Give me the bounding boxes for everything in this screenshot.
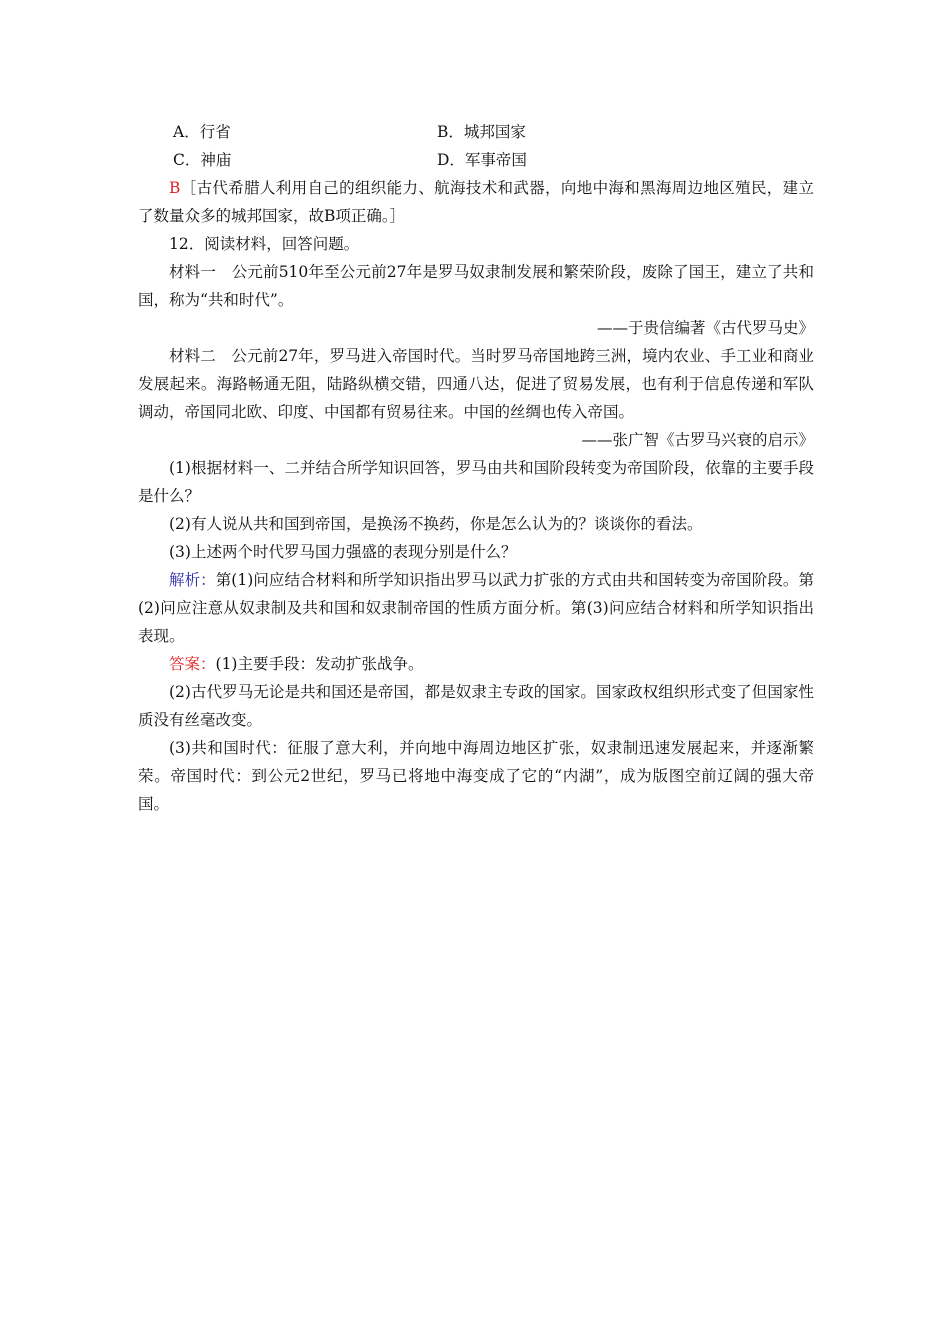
- question-1: (1)根据材料一、二并结合所学知识回答，罗马由共和国阶段转变为帝国阶段，依靠的主要手段是什么？: [138, 459, 814, 505]
- material-two-source: ——张广智《古罗马兴衰的启示》: [581, 431, 814, 449]
- material-two: [138, 342, 814, 426]
- option-b: B．城邦国家: [437, 123, 526, 141]
- material-two-text: 公元前27年，罗马进入帝国时代。当时罗马帝国地跨三洲，境内农业、手工业和商业发展起来。海路畅通无阻，陆路纵横交错，四通八达，促进了贸易发展，也有利于信息传递和军队调动，帝国同北欧、印度、中国都有贸易往来。中国的丝绸也传入帝国。: [138, 347, 814, 421]
- option-c: C．神庙: [173, 151, 232, 169]
- material-one-label: 材料一: [169, 263, 217, 281]
- material-one-source: ——于贵信编著《古代罗马史》: [596, 319, 814, 337]
- question-2: (2)有人说从共和国到帝国，是换汤不换药，你是怎么认为的？谈谈你的看法。: [169, 515, 703, 533]
- answer-1: (1)主要手段：发动扩张战争。: [215, 655, 424, 673]
- option-d: D．军事帝国: [437, 151, 527, 169]
- answer-2: (2)古代罗马无论是共和国还是帝国，都是奴隶主专政的国家。国家政权组织形式变了但国家性质没有丝毫改变。: [138, 683, 814, 729]
- document-page: [138, 118, 814, 818]
- answer-label: 答案：: [169, 655, 216, 673]
- analysis-text: 第(1)问应结合材料和所学知识指出罗马以武力扩张的方式由共和国转变为帝国阶段。第(2)问应注意从奴隶制及共和国和奴隶制帝国的性质方面分析。第(3)问应结合材料和所学知识指出表现。: [138, 571, 814, 645]
- material-one-text: 公元前510年至公元前27年是罗马奴隶制发展和繁荣阶段，废除了国王，建立了共和国，称为“共和时代”。: [138, 263, 814, 309]
- q12-stem: 12．阅读材料，回答问题。: [169, 235, 360, 253]
- option-a: A．行省: [173, 123, 231, 141]
- q11-explanation: ［古代希腊人利用自己的组织能力、航海技术和武器，向地中海和黑海周边地区殖民，建立了数量众多的城邦国家，故B项正确。］: [138, 179, 814, 225]
- q11-answer-paragraph: [138, 174, 814, 230]
- analysis-paragraph: [138, 566, 814, 650]
- choice-options: [138, 118, 814, 174]
- material-one: [138, 258, 814, 314]
- answer-1-paragraph: [138, 650, 814, 678]
- analysis-label: 解析：: [169, 571, 216, 589]
- question-3: (3)上述两个时代罗马国力强盛的表现分别是什么？: [169, 543, 517, 561]
- answer-3: (3)共和国时代：征服了意大利，并向地中海周边地区扩张，奴隶制迅速发展起来，并逐渐繁荣。帝国时代：到公元2世纪，罗马已将地中海变成了它的“内湖”，成为版图空前辽阔的强大帝国。: [138, 739, 814, 813]
- material-two-label: 材料二: [169, 347, 216, 365]
- answer-letter: B: [169, 179, 181, 197]
